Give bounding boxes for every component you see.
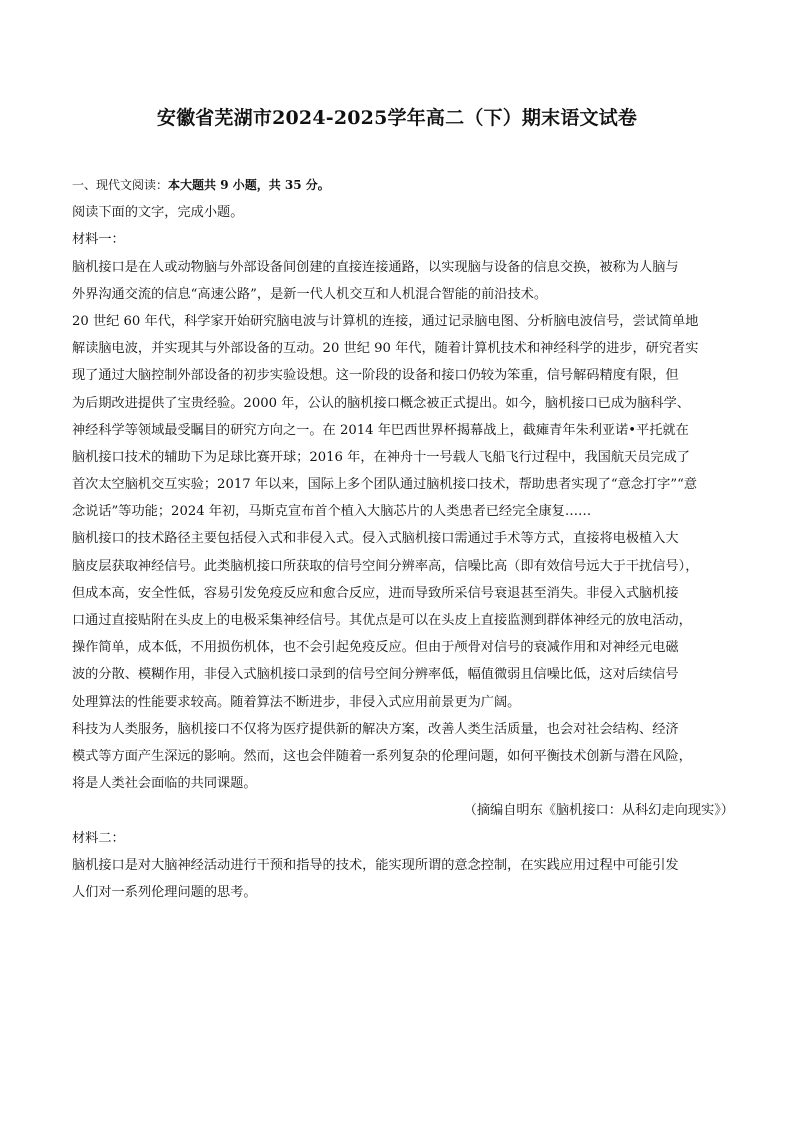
text-line: 处理算法的性能要求较高。随着算法不断进步，非侵入式应用前景更为广阔。 xyxy=(72,694,521,710)
text-line: 脑机接口技术的辅助下为足球比赛开球；2016 年，在神舟十一号载人飞船飞行过程中，我国航天员完成了 xyxy=(72,449,690,465)
material-label: 材料二： xyxy=(72,830,125,846)
text-line: 但成本高，安全性低，容易引发免疫反应和愈合反应，进而导致所采信号衰退甚至消失。非侵入式脑机接 xyxy=(72,585,679,601)
text-line: 20 世纪 60 年代，科学家开始研究脑电波与计算机的连接，通过记录脑电图、分析脑电波信号，尝试简单地 xyxy=(72,313,699,329)
section-heading-detail: 本大题共 9 小题，共 35 分。 xyxy=(168,178,330,192)
page-title: 安徽省芜湖市2024-2025学年高二（下）期末语文试卷 xyxy=(156,107,638,129)
text-line: 外界沟通交流的信息“高速公路”，是新一代人机交互和人机混合智能的前沿技术。 xyxy=(72,286,548,302)
source-citation: （摘编自明东《脑机接口：从科幻走向现实》） xyxy=(463,803,734,819)
text-line: 阅读下面的文字，完成小题。 xyxy=(72,205,244,221)
section-heading xyxy=(72,172,744,199)
text-line: 科技为人类服务，脑机接口不仅将为医疗提供新的解决方案，改善人类生活质量，也会对社会结构、经济 xyxy=(72,721,679,737)
section-heading-prefix: 一、现代文阅读： xyxy=(72,178,169,192)
text-line: 波的分散、模糊作用，非侵入式脑机接口录到的信号空间分辨率低，幅值微弱且信噪比低，这对后续信号 xyxy=(72,667,679,683)
text-line: 操作简单，成本低，不用损伤机体，也不会引起免疫反应。但由于颅骨对信号的衰减作用和对神经元电磁 xyxy=(72,640,679,656)
reading-passage xyxy=(72,172,744,906)
text-line: 口通过直接贴附在头皮上的电极采集神经信号。其优点是可以在头皮上直接监测到群体神经元的放电活动， xyxy=(72,613,692,628)
text-line: 解读脑电波，并实现其与外部设备的互动。20 世纪 90 年代，随着计算机技术和神经科学的进步，研究者实 xyxy=(72,341,699,357)
text-line: 神经科学等领域最受瞩目的研究方向之一。在 2014 年巴西世界杯揭幕战上，截瘫青年朱利亚诺•平托就在 xyxy=(72,422,689,438)
text-line: 为后期改进提供了宝贵经验。2000 年，公认的脑机接口概念被正式提出。如今，脑机接口已成为脑科学、 xyxy=(72,395,690,411)
text-line: 将是人类社会面临的共同课题。 xyxy=(72,776,257,792)
text-line: 模式等方面产生深远的影响。然而，这也会伴随着一系列复杂的伦理问题，如何平衡技术创新与潜在风险， xyxy=(72,748,692,764)
text-line: 脑皮层获取神经信号。此类脑机接口所获取的信号空间分辨率高，信噪比高（即有效信号远大于干扰信号）， xyxy=(72,558,699,574)
text-line: 脑机接口的技术路径主要包括侵入式和非侵入式。侵入式脑机接口需通过手术等方式，直接将电极植入大 xyxy=(72,531,679,547)
material-label: 材料一： xyxy=(72,232,125,248)
text-line: 念说话”等功能；2024 年初，马斯克宣布首个植入大脑芯片的人类患者已经完全康复…… xyxy=(72,504,592,520)
text-line: 现了通过大脑控制外部设备的初步实验设想。这一阶段的设备和接口仍较为笨重，信号解码精度有限，但 xyxy=(72,368,679,384)
text-line: 脑机接口是在人或动物脑与外部设备间创建的直接连接通路，以实现脑与设备的信息交换，被称为人脑与 xyxy=(72,259,679,275)
text-line: 脑机接口是对大脑神经活动进行干预和指导的技术，能实现所谓的意念控制，在实践应用过程中可能引发 xyxy=(72,857,679,873)
text-line: 首次太空脑机交互实验；2017 年以来，国际上多个团队通过脑机接口技术，帮助患者实现了“意念打字”“意 xyxy=(72,477,698,493)
text-line: 人们对一系列伦理问题的思考。 xyxy=(72,884,257,900)
